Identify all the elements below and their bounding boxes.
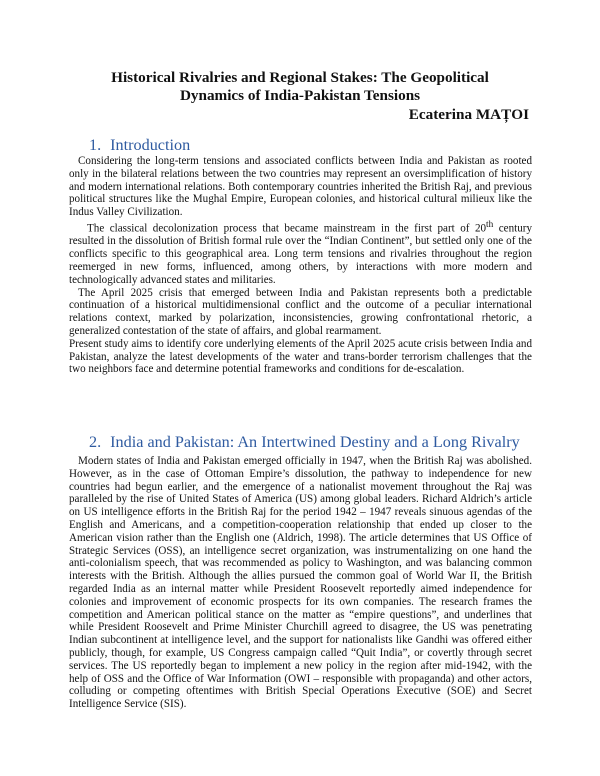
section-body-rivalry: [69, 455, 532, 711]
author-name: Ecaterina MAȚOI: [408, 106, 529, 123]
section-heading-introduction: [89, 136, 190, 155]
section-title: Introduction: [110, 136, 191, 154]
paper-title: [90, 69, 510, 105]
superscript: th: [486, 219, 494, 230]
paragraph: The April 2025 crisis that emerged between India and Pakistan represents both a predictable continuation of a historical multidimensional conflict and the outcome of a peculiar international relations context, marked by polarization, inconsistencies, growing confrontational rhetoric, a generalized contestation of the state of affairs, and global rearmament.: [69, 286, 532, 338]
paragraph-text: century resulted in the dissolution of British formal rule over the “Indian Continent”, but settled only one of the conflicts specific to this geographical area. Long term tensions and rivalries throughout the region reemerged in new forms, influenced, among others, by interactions with more modern and technologically advanced states and militaries.: [69, 222, 532, 286]
section-body-introduction: [69, 155, 532, 376]
paragraph: Present study aims to identify core underlying elements of the April 2025 acute crisis between India and Pakistan, analyze the latest developments of the water and trans-border terrorism challenges that the two neighbors face and determine potential frameworks and conditions for de-escalation.: [69, 337, 532, 376]
section-number: 1.: [89, 136, 102, 154]
title-line-2: Dynamics of India-Pakistan Tensions: [179, 87, 421, 104]
section-heading-rivalry: [89, 433, 520, 452]
paragraph: Modern states of India and Pakistan emerged officially in 1947, when the British Raj was abolished. However, as in the case of Ottoman Empire’s dissolution, the pathway to independence for new countries had begun earlier, and the emergence of a nationalist movement throughout the Raj was paralleled by the rise of United States of America (US) among global leaders. Richard Aldrich’s article on US intelligence efforts in the British Raj for the period 1942 – 1947 reveals sinuous agendas of the English and Americans, and a competition-cooperation relationship that ended up closer to the American vision rather than the English one (Aldrich, 1998). The article determines that US Office of Strategic Services (OSS), an intelligence secret organization, was instrumentalizing on one hand the anti-colonialism speech, that was recommended as policy to Washington, and was balancing common interests with the British. Although the allies pursued the common goal of World War II, the British regarded India as an internal matter while President Roosevelt reportedly aimed independence for colonies and improvement of economic prospects for its own companies. The research frames the competition and American political stance on the matter as “empire questions”, and underlines that while President Roosevelt and Prime Minister Churchill agreed to disagree, the US was penetrating Indian subcontinent at intelligence level, and the support for nationalists like Gandhi was offered either publicly, though, for example, US Congress campaign called “Quit India”, or covertly through secret services. The US reportedly began to implement a new policy in the region after mid-1942, with the help of OSS and the Office of War Information (OWI – responsible with propaganda) and other actors, colluding or competing oftentimes with British Special Operations Executive (SOE) and Secret Intelligence Service (SIS).: [69, 455, 532, 711]
title-line-1: Historical Rivalries and Regional Stakes: The Geopolitical: [111, 69, 489, 86]
section-title: India and Pakistan: An Intertwined Destiny and a Long Rivalry: [110, 433, 520, 451]
section-number: 2.: [89, 433, 102, 451]
paragraph-text: The classical decolonization process that became mainstream in the first part of 20: [87, 222, 487, 235]
paragraph: Considering the long-term tensions and associated conflicts between India and Pakistan as rooted only in the bilateral relations between the two countries may represent an oversimplification of history and modern international relations. Both contemporary countries inherited the British Raj, and previous political structures like the Mughal Empire, European colonies, and historical cultural milieux like the Indus Valley Civilization.: [69, 155, 532, 219]
paragraph: [69, 219, 532, 287]
